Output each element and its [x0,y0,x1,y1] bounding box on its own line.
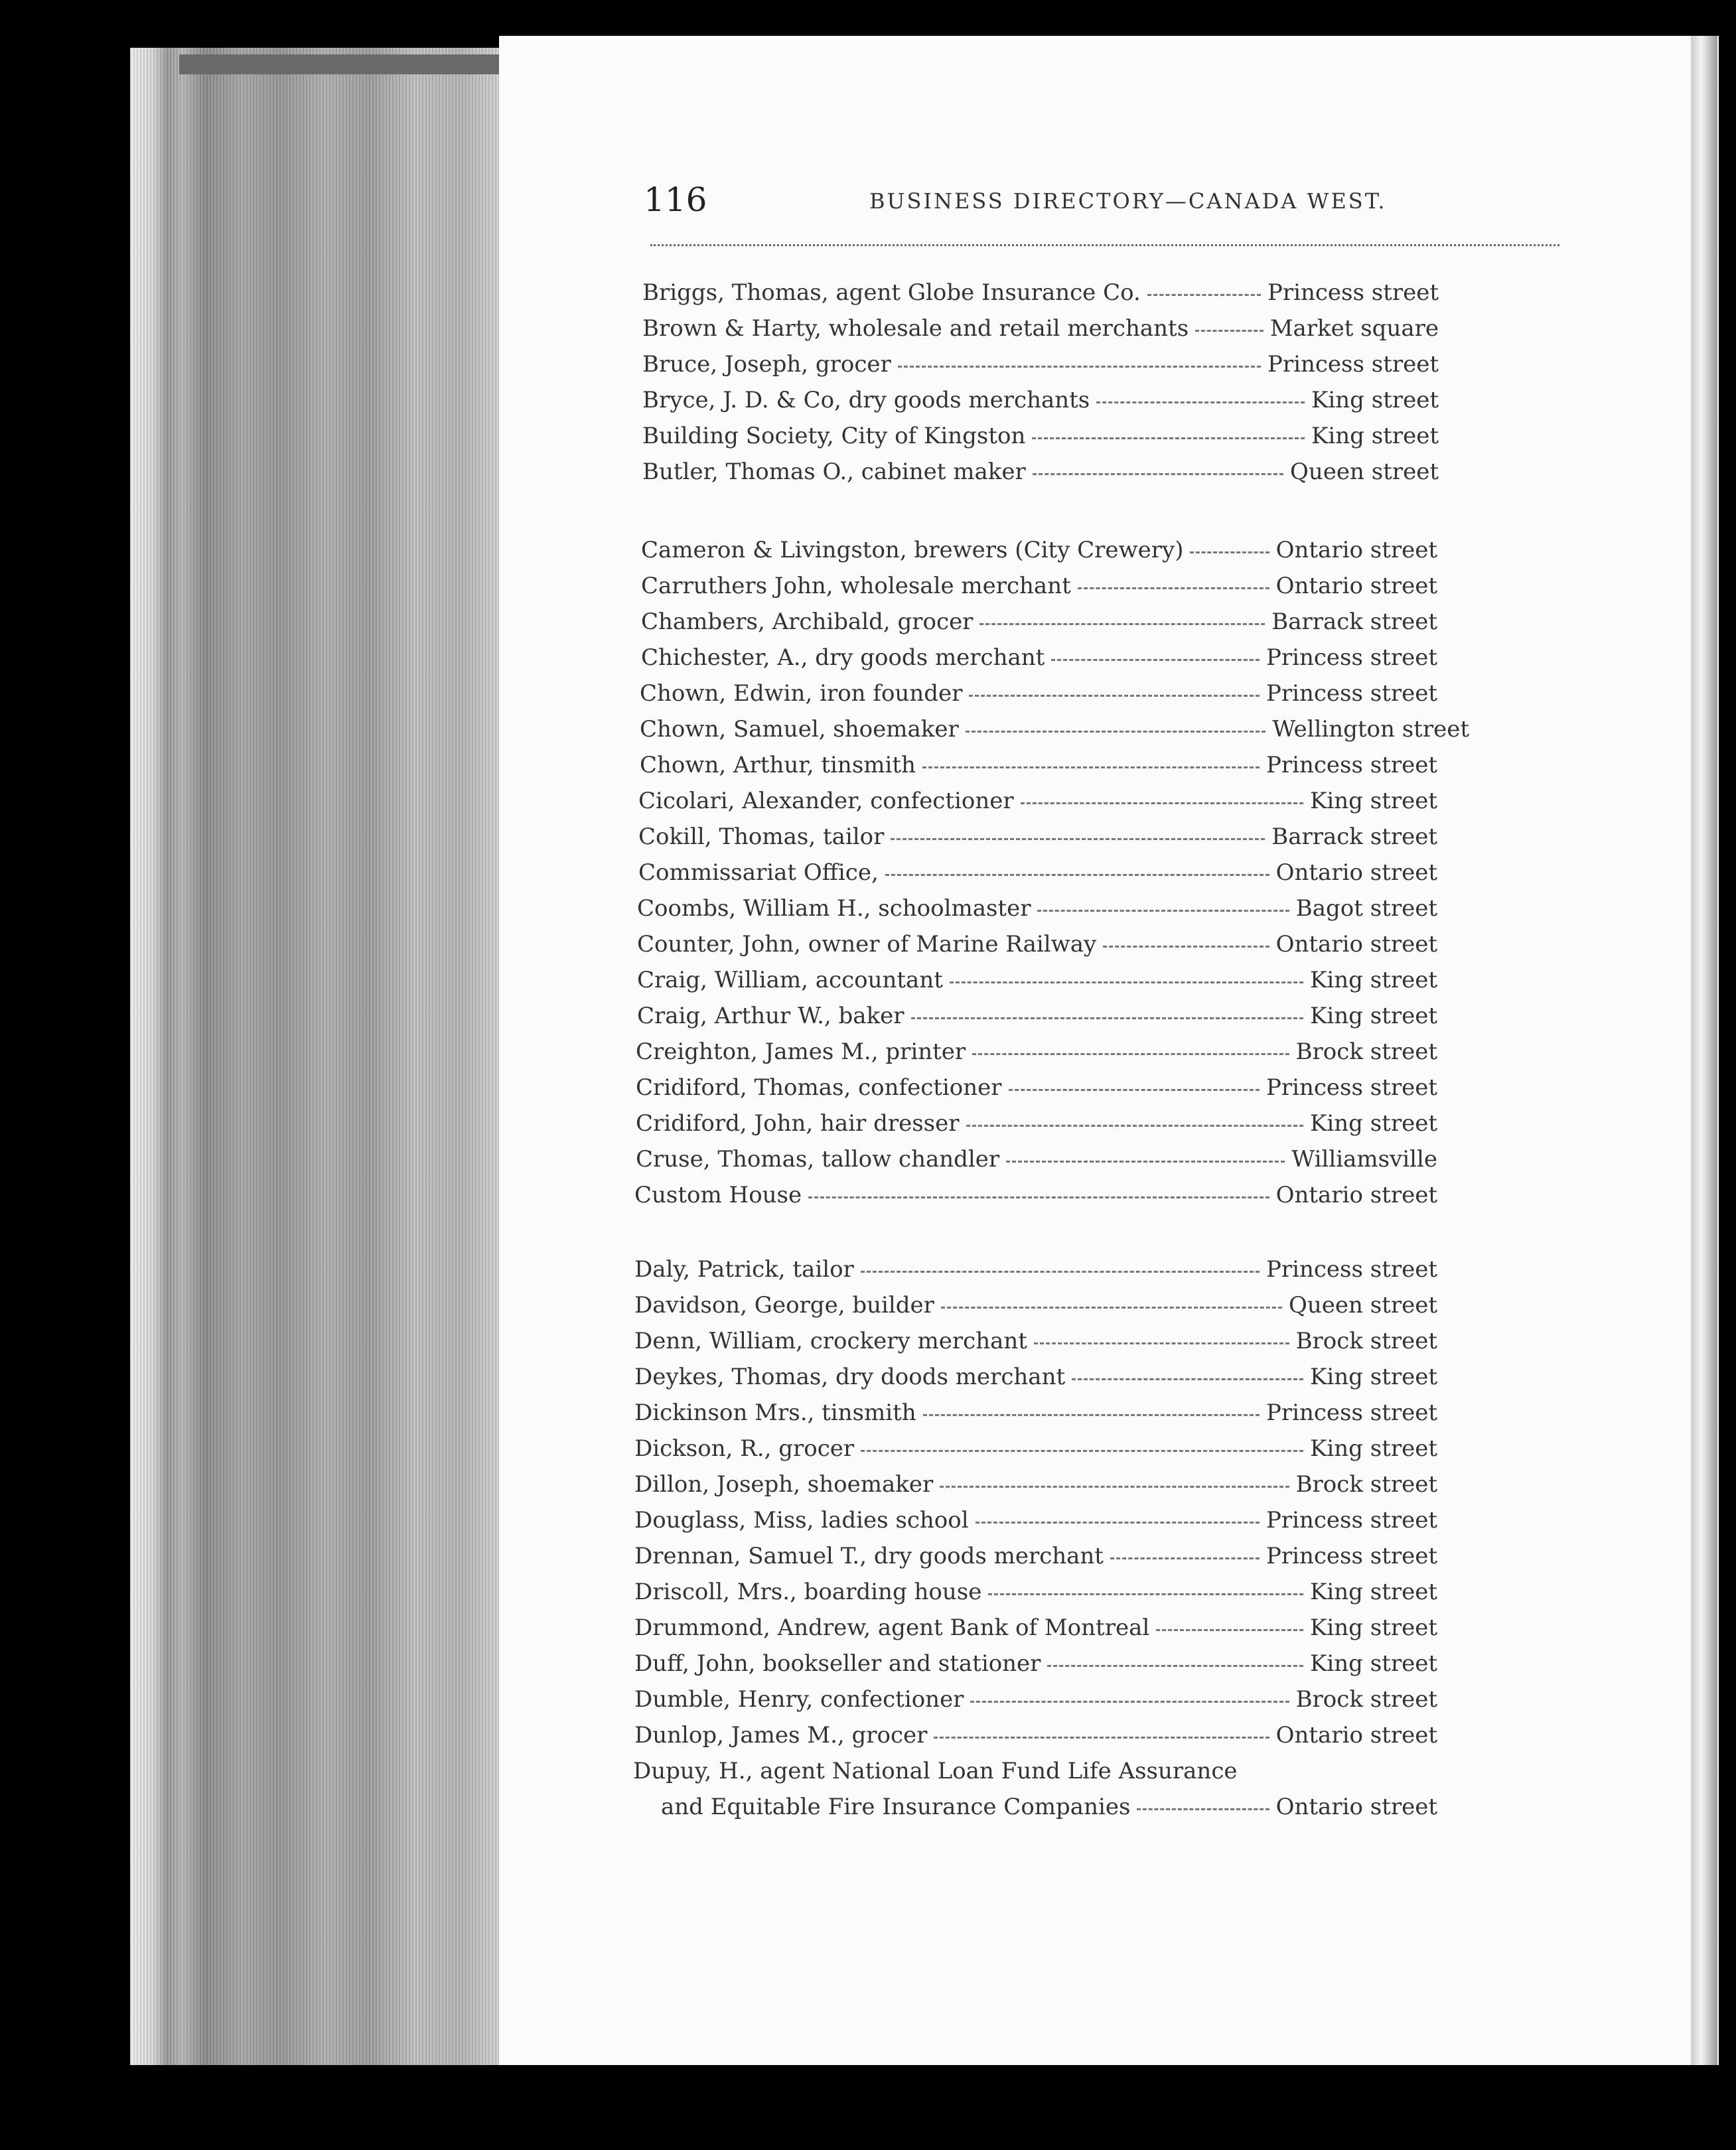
entry-name: Dickinson Mrs., tinsmith [634,1399,916,1426]
page-right-edge [1691,36,1717,2065]
dot-leader [808,1196,1269,1198]
entry-name: Building Society, City of Kingston [642,423,1026,449]
directory-entry [637,965,1437,995]
directory-entry [641,535,1437,565]
entry-location: Ontario street [1275,1794,1437,1820]
dot-leader [1034,1342,1289,1344]
directory-entry [641,571,1437,601]
entry-location: Ontario street [1275,573,1437,599]
dot-leader [1009,1089,1260,1091]
dot-leader [1195,330,1264,332]
directory-entry [634,1290,1437,1321]
directory-entry [640,750,1437,780]
dot-leader [1021,802,1303,804]
directory-entry [638,822,1437,852]
entry-name: Drennan, Samuel T., dry goods merchant [634,1543,1104,1569]
entry-location: Barrack street [1271,824,1437,850]
entry-name: Cruse, Thomas, tallow chandler [636,1146,1000,1173]
dot-leader [940,1486,1289,1488]
entry-name: Deykes, Thomas, dry doods merchant [634,1364,1066,1390]
entry-name: Davidson, George, builder [634,1292,934,1319]
entry-location: Ontario street [1275,1722,1437,1749]
directory-entry [642,313,1439,344]
directory-entry [634,1254,1437,1285]
entry-name: Dickson, R., grocer [634,1435,855,1462]
directory-entry [641,607,1437,637]
entry-name: Chown, Samuel, shoemaker [640,716,959,743]
dot-leader [979,623,1265,625]
directory-entry [637,893,1437,924]
entry-location: Brock street [1295,1686,1437,1713]
directory-entry [634,1577,1437,1607]
dot-leader [988,1593,1303,1595]
entry-location: Ontario street [1275,1182,1437,1208]
entry-location: King street [1309,1364,1437,1390]
entry-name: Duff, John, bookseller and stationer [634,1650,1041,1677]
book-page-edges [130,48,504,2065]
directory-entry [634,1505,1437,1536]
dot-leader [1137,1808,1269,1810]
directory-entry [634,1612,1437,1643]
entry-name: Cokill, Thomas, tailor [638,824,885,850]
directory-entry [637,929,1437,960]
directory-entry [634,1433,1437,1464]
dot-leader [1006,1161,1285,1163]
entry-location: King street [1309,1579,1437,1605]
directory-entry [642,349,1439,380]
dot-leader [1051,659,1260,661]
entry-name: Creighton, James M., printer [636,1039,966,1065]
dot-leader [1072,1378,1303,1380]
dot-leader [891,838,1265,840]
dot-leader [1110,1557,1260,1559]
entry-location: Queen street [1290,459,1439,485]
entry-name: Cridiford, John, hair dresser [636,1110,960,1137]
dot-leader [1078,587,1269,589]
dot-leader [1047,1665,1303,1667]
dot-leader [1037,910,1289,912]
dot-leader [972,1053,1289,1055]
directory-entry [634,1398,1437,1428]
entry-location: King street [1309,967,1437,993]
entry-name: Carruthers John, wholesale merchant [641,573,1071,599]
entry-name: Counter, John, owner of Marine Railway [637,931,1097,958]
entry-name: Cameron & Livingston, brewers (City Crewery) [641,537,1184,563]
dot-leader [950,981,1303,983]
entry-name: Chown, Edwin, iron founder [640,680,963,707]
directory-entry-line1 [633,1756,1437,1786]
dot-leader [1032,437,1305,439]
entry-location: King street [1309,1435,1437,1462]
dot-leader [1156,1629,1303,1631]
dot-leader [861,1450,1303,1452]
directory-entry [642,421,1439,451]
entry-location: King street [1309,1003,1437,1029]
directory-entry [640,678,1437,709]
entry-location: Ontario street [1275,537,1437,563]
entry-name: Brown & Harty, wholesale and retail merchants [642,315,1189,342]
entry-location: Princess street [1266,1399,1437,1426]
directory-entry [636,1072,1437,1103]
entry-name: Driscoll, Mrs., boarding house [634,1579,982,1605]
entry-location: Ontario street [1275,931,1437,958]
entry-location: Brock street [1295,1471,1437,1498]
entry-name: Commissariat Office, [638,859,879,886]
dot-leader [922,766,1260,768]
dot-leader [934,1737,1269,1739]
directory-entry [642,457,1439,487]
entry-location: Barrack street [1271,609,1437,635]
entry-name: Cicolari, Alexander, confectioner [638,788,1014,814]
entry-location: King street [1309,788,1437,814]
entry-name: Custom House [634,1182,802,1208]
entry-name: Dumble, Henry, confectioner [634,1686,964,1713]
dot-leader [861,1271,1260,1273]
entry-name: Cridiford, Thomas, confectioner [636,1074,1002,1101]
entry-location: Princess street [1266,1507,1437,1534]
dot-leader [1103,946,1269,948]
entry-location: Princess street [1267,351,1439,378]
directory-entry-line2 [661,1792,1437,1822]
directory-entry [642,277,1439,308]
entry-location: King street [1311,423,1439,449]
entry-name: Briggs, Thomas, agent Globe Insurance Co. [642,279,1141,306]
dot-leader [1190,551,1269,553]
directory-entry [638,786,1437,816]
page-number: 116 [644,180,707,219]
directory-entry [636,1144,1437,1175]
entry-name: Butler, Thomas O., cabinet maker [642,459,1026,485]
entry-location: Williamsville [1291,1146,1437,1173]
entry-name: Daly, Patrick, tailor [634,1256,854,1283]
directory-entry [634,1648,1437,1679]
dot-leader [911,1017,1303,1019]
directory-entry [634,1362,1437,1392]
directory-entry [641,642,1437,673]
directory-entry [642,385,1439,415]
entry-name: Craig, Arthur W., baker [637,1003,904,1029]
entry-name: Dunlop, James M., grocer [634,1722,928,1749]
entry-name: Denn, William, crockery merchant [634,1328,1027,1354]
dot-leader [976,1522,1260,1524]
entry-location: Princess street [1266,680,1437,707]
running-head: BUSINESS DIRECTORY—CANADA WEST. [869,188,1387,214]
directory-entry [636,1108,1437,1139]
directory-entry [637,1001,1437,1031]
dot-leader [941,1307,1282,1309]
entry-location: Princess street [1266,752,1437,778]
entry-location: Princess street [1267,279,1439,306]
dot-leader [966,1125,1303,1127]
header-rule [650,244,1559,250]
entry-location: Bagot street [1295,895,1437,922]
book-top-edge [179,54,504,74]
entry-name: Dupuy, H., agent National Loan Fund Life Assurance [633,1758,1238,1784]
directory-entry [634,1720,1437,1751]
entry-location: Princess street [1266,644,1437,671]
entry-name: Coombs, William H., schoolmaster [637,895,1031,922]
dot-leader [885,874,1269,876]
dot-leader [966,731,1266,733]
directory-entry [638,857,1437,888]
entry-location: Princess street [1266,1543,1437,1569]
entry-location: Princess street [1266,1074,1437,1101]
entry-location: Queen street [1289,1292,1437,1319]
entry-location: King street [1311,387,1439,413]
entry-name: Bryce, J. D. & Co, dry goods merchants [642,387,1090,413]
directory-entry [634,1469,1437,1500]
directory-entry [634,1541,1437,1571]
dot-leader [898,366,1261,368]
entry-name: Chambers, Archibald, grocer [641,609,974,635]
entry-location: Market square [1269,315,1439,342]
entry-name: Douglass, Miss, ladies school [634,1507,969,1534]
entry-name-continued: and Equitable Fire Insurance Companies [661,1794,1131,1820]
dot-leader [969,695,1260,697]
entry-location: King street [1309,1614,1437,1641]
directory-entry [636,1037,1437,1067]
dot-leader [1147,294,1261,296]
entry-name: Dillon, Joseph, shoemaker [634,1471,934,1498]
entry-location: Wellington street [1272,716,1469,743]
entry-location: Ontario street [1275,859,1437,886]
dot-leader [1033,473,1283,475]
dot-leader [970,1701,1289,1703]
entry-name: Bruce, Joseph, grocer [642,351,891,378]
entry-location: King street [1309,1650,1437,1677]
entry-name: Drummond, Andrew, agent Bank of Montreal [634,1614,1150,1641]
entry-location: King street [1309,1110,1437,1137]
dot-leader [923,1414,1260,1416]
entry-name: Craig, William, accountant [637,967,943,993]
entry-name: Chichester, A., dry goods merchant [641,644,1045,671]
directory-entry [634,1180,1437,1210]
entry-location: Brock street [1295,1039,1437,1065]
dot-leader [1096,401,1305,403]
entry-location: Brock street [1295,1328,1437,1354]
directory-entry [634,1684,1437,1715]
directory-entry [634,1326,1437,1356]
entry-location: Princess street [1266,1256,1437,1283]
entry-name: Chown, Arthur, tinsmith [640,752,916,778]
directory-entry [640,714,1469,745]
